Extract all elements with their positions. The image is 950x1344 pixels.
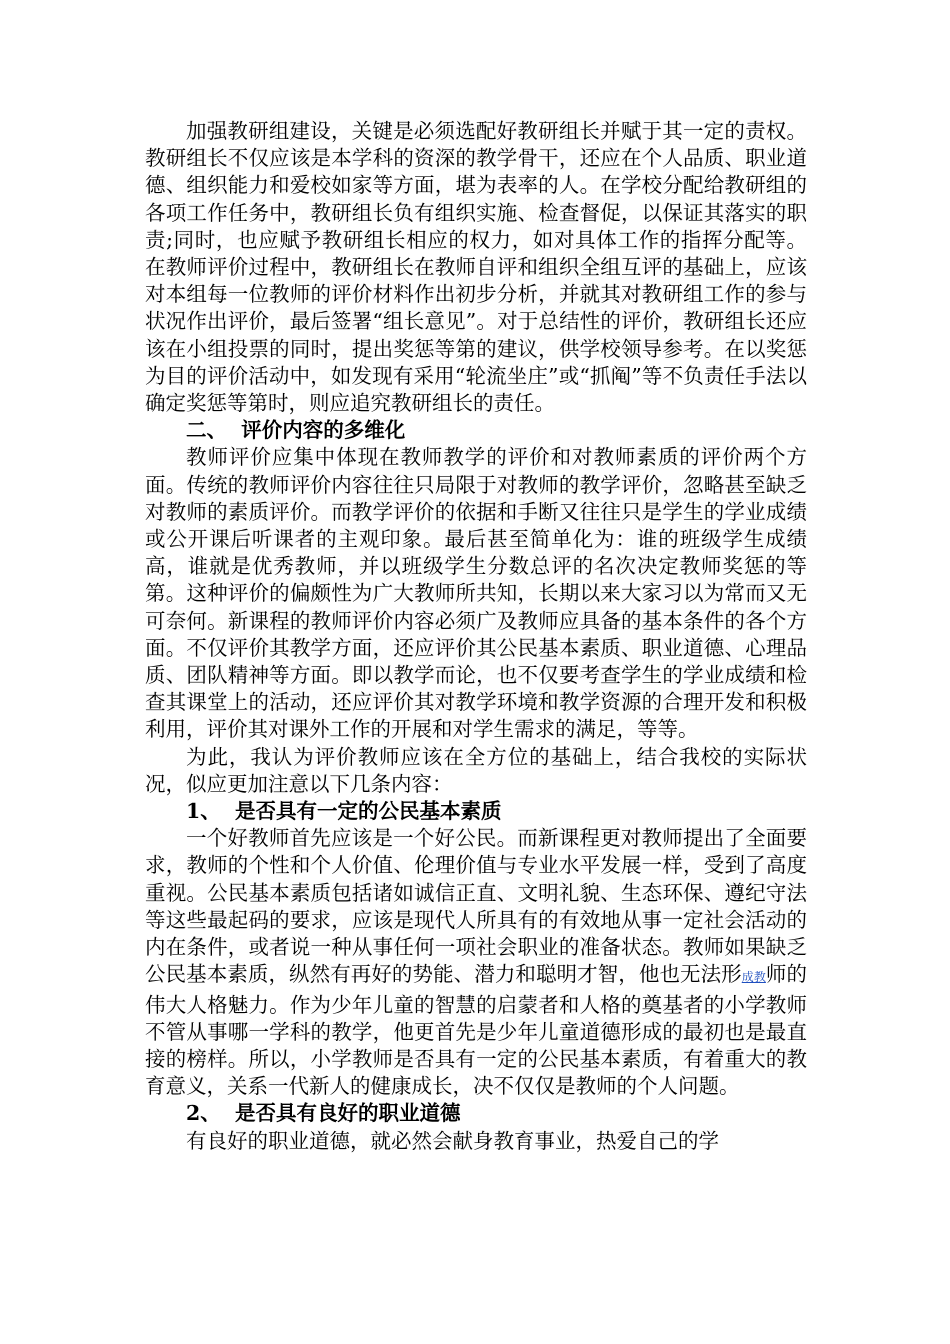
inline-link[interactable]: 成教 [741, 970, 766, 985]
subsection-heading-1: 1、 是否具有一定的公民基本素质 [186, 799, 502, 824]
paragraph-citizen-quality-part-1: 一个好教师首先应该是一个好公民。而新课程更对教师提出了全面要求，教师的个性和个人价值、伦理价值与专业水平发展一样，受到了高度重视。公民基本素质包括诸如诚信正直、文明礼貌、生态环保、遵纪守法等这些最起码的要求，应该是现代人所具有的有效地从事一定社会活动的内在条件，或者说一种从事任何一项社会职业的准备状态。教师如果缺乏公民基本素质，纵然有再好的势能、潜力和聪明才智，他也无法形 [145, 826, 807, 987]
section-heading-2: 二、 评价内容的多维化 [186, 418, 406, 443]
paragraph-citizen-quality [145, 825, 807, 1100]
paragraph-evaluation-content: 教师评价应集中体现在教师教学的评价和对教师素质的评价两个方面。传统的教师评价内容往往只局限于对教师的教学评价，忽略甚至缺乏对教师的素质评价。而教学评价的依据和手断又往往只是学生的学业成绩或公开课后听课者的主观印象。最后甚至简单化为：谁的班级学生成绩高，谁就是优秀教师，并以班级学生分数总评的名次决定教师奖惩的等第。这种评价的偏颇性为广大教师所共知，长期以来大家习以为常而又无可奈何。新课程的教师评价内容必须广及教师应具备的基本条件的各个方面。不仅评价其教学方面，还应评价其公民基本素质、职业道德、心理品质、团队精神等方面。即以教学而论，也不仅要考查学生的学业成绩和检查其课堂上的活动，还应评价其对教学环境和教学资源的合理开发和积极利用，评价其对课外工作的开展和对学生需求的满足，等等。 [145, 445, 807, 742]
paragraph-professional-ethics: 有良好的职业道德，就必然会献身教育事业，热爱自己的学 [186, 1128, 719, 1153]
subsection-heading-2: 2、 是否具有良好的职业道德 [186, 1101, 461, 1126]
paragraph-citizen-quality-part-2: 师的伟大人格魅力。作为少年儿童的智慧的启蒙者和人格的奠基者的小学教师不管从事哪一学科的教学，他更首先是少年儿童道德形成的最初也是最直接的榜样。所以，小学教师是否具有一定的公民基本素质，有着重大的教育意义，关系一代新人的健康成长，决不仅仅是教师的个人问题。 [145, 962, 807, 1099]
paragraph-group-leader-duties: 加强教研组建设，关键是必须选配好教研组长并赋于其一定的责权。教研组长不仅应该是本学科的资深的教学骨干，还应在个人品质、职业道德、组织能力和爱校如家等方面，堪为表率的人。在学校分配给教研组的各项工作任务中，教研组长负有组织实施、检查督促，以保证其落实的职责;同时，也应赋予教研组长相应的权力，如对具体工作的指挥分配等。在教师评价过程中，教研组长在教师自评和组织全组互评的基础上，应该对本组每一位教师的评价材料作出初步分析，并就其对教研组工作的参与状况作出评价，最后签署“组长意见”。对于总结性的评价，教研组长还应该在小组投票的同时，提出奖惩等第的建议，供学校领导参考。在以奖惩为目的评价活动中，如发现有采用“轮流坐庄”或“抓阄”等不负责任手法以确定奖惩等第时，则应追究教研组长的责任。 [145, 119, 807, 416]
paragraph-evaluation-intro: 为此，我认为评价教师应该在全方位的基础上，结合我校的实际状况，似应更加注意以下几条内容： [145, 744, 807, 796]
document-body [145, 118, 807, 1155]
